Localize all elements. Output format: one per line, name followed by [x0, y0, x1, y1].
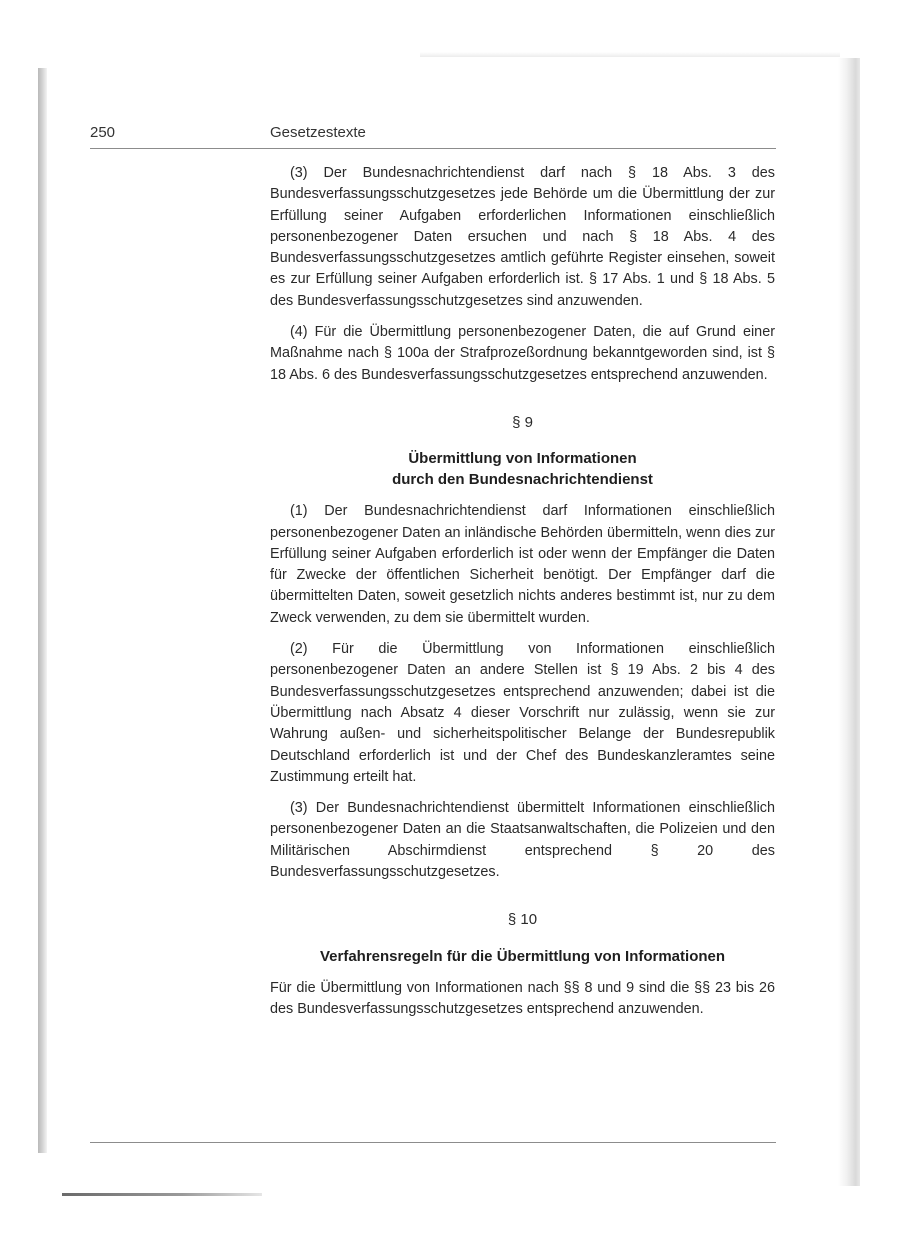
paragraph-9-1: [270, 501, 775, 629]
paragraph-9-2: [270, 639, 775, 788]
paragraph-9-3: [270, 798, 775, 883]
paragraph-text: (4) Für die Übermittlung personenbezogener Daten, die auf Grund einer Maßnahme nach § 100a der Strafprozeßordnung bekanntgeworden sind, ist § 18 Abs. 6 des Bundesverfassungsschutzgesetzes entsprechend anzuwenden.: [270, 324, 775, 383]
scan-shadow-right: [838, 58, 860, 1186]
section-heading-9-line-2: durch den Bundesnachrichtendienst: [392, 471, 653, 489]
section-heading-9: [270, 448, 775, 490]
scan-shadow-left: [38, 68, 47, 1153]
header-rule: [90, 148, 776, 149]
section-mark-9: § 9: [512, 413, 533, 431]
paragraph-text: (3) Der Bundesnachrichtendienst übermittelt Informationen einschließlich personenbezogener Daten an die Staatsanwaltschaften, die Polizeien und den Militärischen Abschirmdienst entsprechend § 20 des Bundesverfassungsschutzgesetzes.: [270, 800, 775, 881]
scan-shadow-bottom: [62, 1193, 262, 1196]
footer-rule: [90, 1142, 776, 1143]
paragraph-text: (2) Für die Übermittlung von Informationen einschließlich personenbezogener Daten an andere Stellen ist § 19 Abs. 2 bis 4 des Bundesverfassungsschutzgesetzes entsprechend anzuwenden; dabei ist die Übermittlung nach Absatz 4 dieser Vorschrift nur zulässig, wenn sie zur Wahrung außen- und sicherheitspolitischer Belange der Bundesrepublik Deutschland erforderlich ist und der Chef des Bundeskanzleramtes seine Zustimmung erteilt hat.: [270, 641, 775, 785]
page-number: 250: [90, 124, 116, 141]
body-text: [270, 163, 775, 1030]
paragraph-8-3: [270, 163, 775, 312]
paragraph-8-4: [270, 322, 775, 386]
paragraph-text: (1) Der Bundesnachrichtendienst darf Informationen einschließlich personenbezogener Daten an inländische Behörden übermitteln, wenn dies zur Erfüllung seiner Aufgaben erforderlich ist oder wenn der Empfänger die Daten für Zwecke der öffentlichen Sicherheit benötigt. Der Empfänger darf die übermittelten Daten, soweit gesetzlich nichts anderes bestimmt ist, nur zu dem Zweck verwenden, zu dem sie übermittelt wurden.: [270, 503, 775, 626]
running-title: Gesetzestexte: [270, 124, 366, 141]
section-heading-10: Verfahrensregeln für die Übermittlung von Informationen: [319, 947, 726, 965]
paragraph-text: (3) Der Bundesnachrichtendienst darf nach § 18 Abs. 3 des Bundesverfassungsschutzgesetzes jede Behörde um die Übermittlung der zur Erfüllung seiner Aufgaben erforderlichen Informationen einschließlich personenbezogener Daten ersuchen und nach § 18 Abs. 4 des Bundesverfassungsschutzgesetzes amtlich geführte Register einsehen, soweit es zur Erfüllung seiner Aufgaben erforderlich ist. § 17 Abs. 1 und § 18 Abs. 5 des Bundesverfassungsschutzgesetzes sind anzuwenden.: [270, 165, 775, 309]
paragraph-10: [270, 978, 775, 1021]
section-mark-10: § 10: [507, 911, 538, 929]
scan-shadow-top: [420, 52, 840, 57]
section-heading-9-line-1: Übermittlung von Informationen: [408, 450, 637, 468]
paragraph-text: Für die Übermittlung von Informationen nach §§ 8 und 9 sind die §§ 23 bis 26 des Bundesverfassungsschutzgesetzes entsprechend anzuwenden.: [270, 979, 775, 1017]
